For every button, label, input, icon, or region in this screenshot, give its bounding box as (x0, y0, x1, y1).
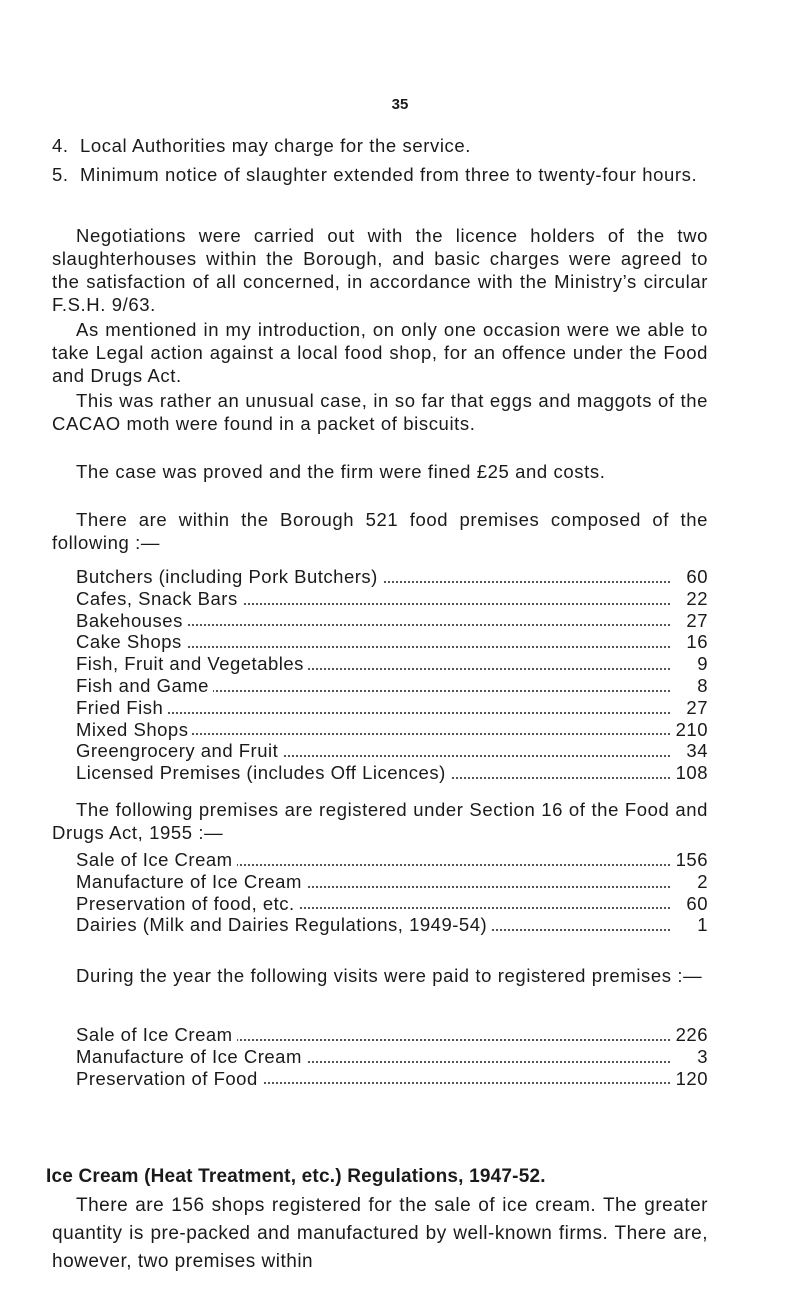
row-value: 9 (693, 653, 708, 675)
row-value: 60 (682, 566, 708, 588)
row-label: Mixed Shops (76, 719, 192, 740)
paragraph-text: This was rather an unusual case, in so far that eggs and maggots of the CACAO moth were found in a packet of biscuits. (52, 390, 708, 434)
paragraph-negotiations (52, 224, 708, 316)
row-value: 210 (672, 719, 708, 741)
table-row (76, 719, 708, 741)
paragraph-legal-action (52, 318, 708, 387)
paragraph-ice-cream (52, 1192, 708, 1276)
row-label: Greengrocery and Fruit (76, 740, 282, 761)
row-label: Fried Fish (76, 697, 167, 718)
table-row (76, 653, 708, 675)
table-row (76, 588, 708, 610)
table-row (76, 893, 708, 915)
row-value: 226 (672, 1024, 708, 1046)
row-label: Butchers (including Pork Butchers) (76, 566, 382, 587)
row-label: Fish, Fruit and Vegetables (76, 653, 308, 674)
row-label: Cafes, Snack Bars (76, 588, 242, 609)
visits-table (76, 1024, 708, 1089)
row-value: 27 (682, 610, 708, 632)
row-label: Preservation of Food (76, 1068, 262, 1089)
row-label: Sale of Ice Cream (76, 1024, 237, 1045)
paragraph-section16-intro (52, 798, 708, 844)
row-label: Preservation of food, etc. (76, 893, 299, 914)
row-label: Bakehouses (76, 610, 187, 631)
table-row (76, 762, 708, 784)
row-value: 16 (682, 631, 708, 653)
table-row (76, 697, 708, 719)
row-label: Cake Shops (76, 631, 186, 652)
table-row (76, 914, 708, 936)
row-value: 8 (693, 675, 708, 697)
paragraph-text: During the year the following visits were paid to registered premises :— (76, 965, 703, 986)
paragraph-text: Negotiations were carried out with the licence holders of the two slaughterhouses within the Borough, and basic charges were agreed to the satisfaction of all concerned, in accordance with the Ministry’s circular F.S.H. 9/63. (52, 225, 708, 315)
row-label: Fish and Game (76, 675, 213, 696)
row-label: Licensed Premises (includes Off Licences) (76, 762, 450, 783)
table-row (76, 566, 708, 588)
list-number: 4. (52, 135, 69, 156)
table-row (76, 871, 708, 893)
table-row (76, 849, 708, 871)
paragraph-text: There are 156 shops registered for the sale of ice cream. The greater quantity is pre-packed and manufactured by well-known firms. There are, however, two premises within (52, 1195, 708, 1272)
row-value: 34 (682, 740, 708, 762)
list-number: 5. (52, 164, 69, 185)
row-label: Dairies (Milk and Dairies Regulations, 1949-54) (76, 914, 491, 935)
food-premises-table (76, 566, 708, 784)
registered-premises-table (76, 849, 708, 936)
paragraph-text: The case was proved and the firm were fined £25 and costs. (76, 461, 606, 482)
section-heading-ice-cream: Ice Cream (Heat Treatment, etc.) Regulations, 1947-52. (46, 1166, 546, 1187)
table-row (76, 675, 708, 697)
paragraph-text: There are within the Borough 521 food premises composed of the following :— (52, 509, 708, 553)
page-number: 35 (391, 96, 409, 113)
table-row (76, 610, 708, 632)
paragraph-text: The following premises are registered under Section 16 of the Food and Drugs Act, 1955 :— (52, 799, 708, 843)
row-value: 3 (693, 1046, 708, 1068)
list-item-4 (52, 134, 712, 157)
list-text: Minimum notice of slaughter extended from three to twenty-four hours. (80, 164, 698, 185)
row-label: Manufacture of Ice Cream (76, 871, 306, 892)
paragraph-food-premises-intro (52, 508, 708, 554)
row-value: 1 (693, 914, 708, 936)
row-value: 22 (682, 588, 708, 610)
table-row (76, 1046, 708, 1068)
table-row (76, 740, 708, 762)
list-text: Local Authorities may charge for the service. (80, 135, 472, 156)
row-value: 120 (672, 1068, 708, 1090)
row-label: Manufacture of Ice Cream (76, 1046, 306, 1067)
paragraph-text: As mentioned in my introduction, on only one occasion were we able to take Legal action against a local food shop, for an offence under the Food and Drugs Act. (52, 319, 708, 386)
row-value: 108 (672, 762, 708, 784)
list-item-5 (52, 163, 712, 186)
row-value: 2 (693, 871, 708, 893)
row-label: Sale of Ice Cream (76, 849, 237, 870)
paragraph-fine (52, 460, 708, 483)
table-row (76, 631, 708, 653)
row-value: 27 (682, 697, 708, 719)
table-row (76, 1024, 708, 1046)
table-row (76, 1068, 708, 1090)
row-value: 156 (672, 849, 708, 871)
row-value: 60 (682, 893, 708, 915)
paragraph-visits-intro (52, 964, 708, 987)
paragraph-cacao-case (52, 389, 708, 435)
